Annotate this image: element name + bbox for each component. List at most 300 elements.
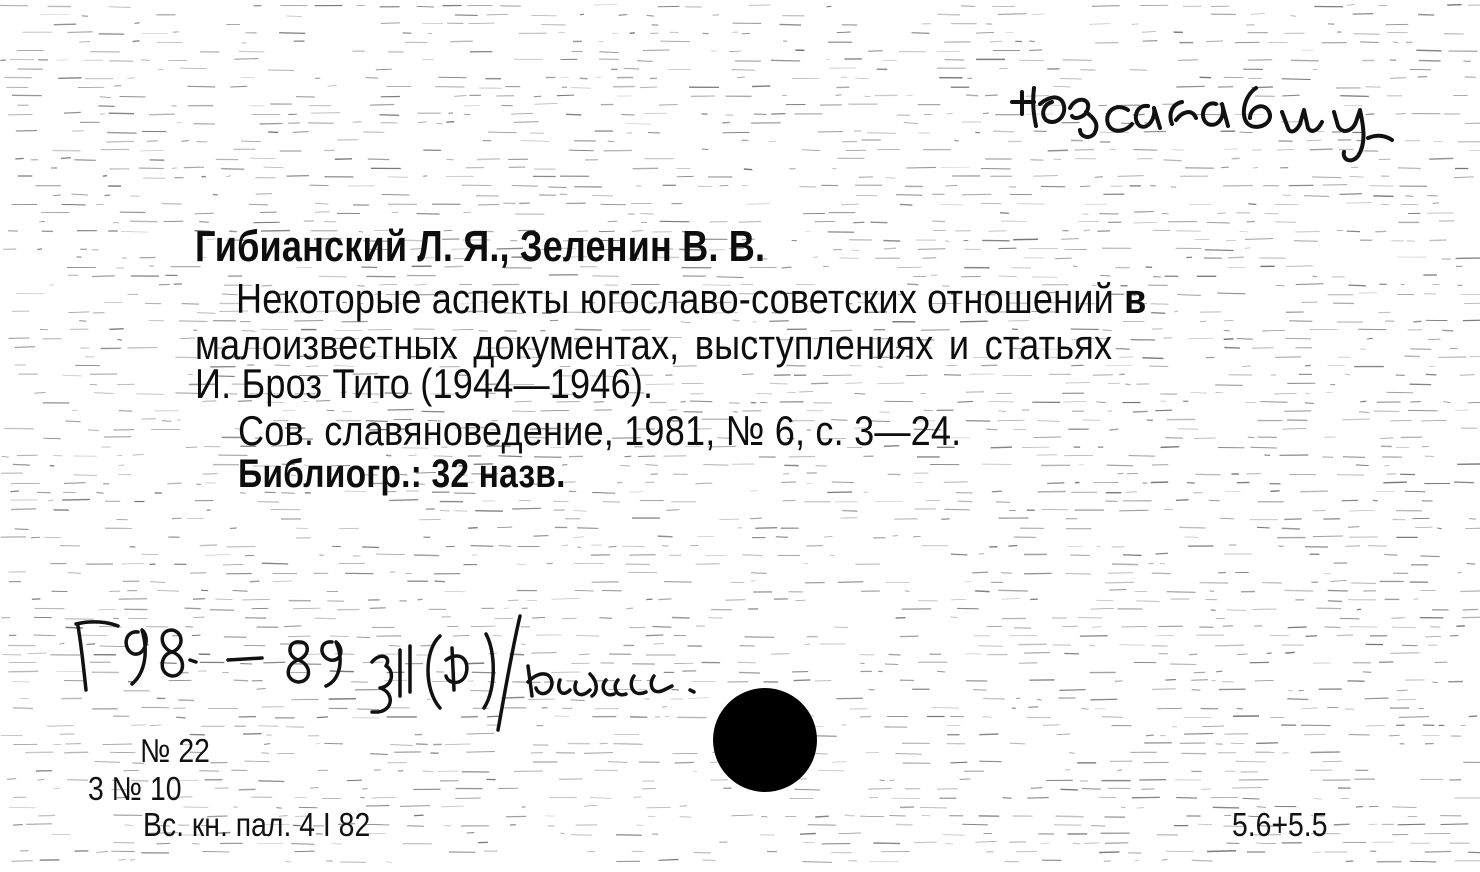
texture-stroke: [94, 393, 113, 394]
texture-stroke: [666, 510, 679, 511]
texture-stroke: [1356, 807, 1363, 808]
texture-stroke: [1260, 402, 1287, 403]
texture-stroke: [587, 851, 595, 852]
texture-stroke: [109, 7, 131, 8]
texture-stroke: [1142, 32, 1156, 33]
texture-stroke: [1311, 752, 1340, 753]
texture-stroke: [551, 672, 580, 673]
texture-stroke: [1430, 240, 1447, 241]
texture-stroke: [1221, 167, 1229, 168]
texture-stroke: [1195, 474, 1220, 475]
texture-stroke: [1343, 457, 1365, 458]
texture-stroke: [74, 160, 96, 161]
texture-stroke: [1123, 555, 1142, 556]
texture-stroke: [157, 591, 179, 592]
texture-stroke: [1224, 339, 1234, 340]
texture-stroke: [435, 87, 464, 88]
texture-stroke: [799, 391, 813, 392]
texture-stroke: [1207, 222, 1230, 223]
texture-stroke: [264, 744, 270, 745]
texture-stroke: [1454, 177, 1474, 178]
texture-stroke: [745, 637, 775, 638]
texture-stroke: [1116, 349, 1130, 350]
texture-stroke: [100, 97, 111, 98]
texture-stroke: [1458, 572, 1462, 573]
texture-stroke: [1322, 761, 1342, 762]
texture-stroke: [234, 680, 249, 681]
texture-stroke: [1429, 366, 1435, 367]
texture-stroke: [1184, 717, 1212, 718]
texture-stroke: [512, 508, 541, 509]
texture-stroke: [1125, 384, 1130, 385]
texture-stroke: [455, 15, 478, 16]
texture-stroke: [242, 43, 247, 44]
texture-stroke: [761, 816, 767, 817]
texture-stroke: [1162, 860, 1168, 861]
texture-stroke: [1349, 510, 1374, 511]
texture-stroke: [951, 617, 958, 618]
texture-stroke: [1224, 815, 1231, 816]
texture-stroke: [1227, 610, 1246, 611]
texture-stroke: [566, 114, 582, 115]
texture-stroke: [802, 150, 820, 151]
texture-stroke: [223, 565, 243, 566]
texture-stroke: [860, 663, 865, 664]
texture-stroke: [1176, 500, 1189, 501]
texture-stroke: [1205, 250, 1234, 251]
texture-stroke: [1425, 851, 1452, 852]
texture-stroke: [576, 635, 599, 636]
texture-stroke: [1033, 176, 1058, 177]
texture-stroke: [680, 806, 687, 807]
texture-stroke: [1295, 231, 1319, 232]
texture-stroke: [1053, 86, 1070, 87]
texture-stroke: [1406, 196, 1413, 197]
texture-stroke: [79, 42, 90, 43]
texture-stroke: [416, 744, 428, 745]
texture-stroke: [534, 96, 542, 97]
texture-stroke: [860, 816, 884, 817]
texture-stroke: [64, 112, 81, 113]
texture-stroke: [1267, 653, 1272, 654]
texture-stroke: [945, 60, 965, 61]
texture-stroke: [871, 222, 888, 223]
texture-stroke: [1443, 402, 1450, 403]
texture-stroke: [1312, 177, 1342, 178]
texture-stroke: [1467, 563, 1476, 564]
texture-stroke: [747, 204, 770, 205]
texture-stroke: [315, 203, 328, 204]
texture-stroke: [640, 87, 657, 88]
texture-stroke: [1331, 581, 1347, 582]
texture-stroke: [905, 591, 910, 592]
texture-stroke: [370, 608, 386, 609]
texture-stroke: [732, 815, 754, 816]
texture-stroke: [1345, 546, 1360, 547]
texture-stroke: [141, 707, 169, 708]
texture-stroke: [1089, 645, 1095, 646]
texture-stroke: [1337, 635, 1354, 636]
texture-stroke: [1337, 475, 1364, 476]
texture-stroke: [1031, 788, 1043, 789]
texture-stroke: [1285, 338, 1311, 339]
texture-stroke: [67, 780, 88, 781]
texture-stroke: [95, 762, 120, 763]
texture-stroke: [922, 815, 931, 816]
texture-stroke: [976, 32, 994, 33]
texture-stroke: [1313, 276, 1318, 277]
texture-stroke: [889, 654, 901, 655]
texture-stroke: [1151, 313, 1165, 314]
texture-stroke: [499, 546, 511, 547]
texture-stroke: [1223, 186, 1253, 187]
texture-stroke: [315, 744, 320, 745]
texture-stroke: [137, 394, 164, 395]
texture-stroke: [193, 617, 205, 618]
texture-stroke: [472, 672, 496, 673]
texture-stroke: [1220, 518, 1234, 519]
texture-stroke: [1289, 321, 1312, 322]
texture-stroke: [62, 375, 82, 376]
texture-stroke: [58, 78, 81, 79]
texture-stroke: [1109, 590, 1126, 591]
texture-stroke: [62, 499, 90, 500]
texture-stroke: [66, 627, 83, 628]
texture-stroke: [579, 654, 589, 655]
texture-stroke: [1460, 591, 1480, 592]
texture-stroke: [643, 50, 670, 51]
texture-stroke: [816, 754, 828, 755]
texture-stroke: [1152, 573, 1171, 574]
texture-stroke: [951, 599, 966, 600]
texture-stroke: [1048, 150, 1068, 151]
texture-stroke: [1082, 789, 1101, 790]
texture-stroke: [328, 86, 337, 87]
texture-stroke: [954, 140, 959, 141]
texture-stroke: [1284, 590, 1313, 591]
texture-stroke: [654, 644, 664, 645]
texture-stroke: [1302, 708, 1317, 709]
title-line-2: малоизвестных документах, выступлениях и статьях: [195, 321, 1113, 368]
texture-stroke: [382, 194, 410, 195]
texture-stroke: [1392, 627, 1416, 628]
texture-stroke: [1418, 15, 1434, 16]
texture-stroke: [119, 599, 147, 600]
texture-stroke: [760, 402, 767, 403]
texture-stroke: [1328, 590, 1348, 591]
texture-stroke: [13, 464, 30, 465]
texture-stroke: [1313, 536, 1343, 537]
texture-stroke: [1285, 652, 1294, 653]
texture-stroke: [818, 770, 845, 771]
texture-stroke: [475, 511, 503, 512]
texture-stroke: [795, 600, 805, 601]
texture-stroke: [662, 707, 667, 708]
texture-stroke: [998, 411, 1006, 412]
texture-stroke: [48, 500, 53, 501]
texture-stroke: [351, 682, 368, 683]
texture-stroke: [601, 204, 626, 205]
texture-stroke: [1080, 186, 1090, 187]
texture-stroke: [1468, 852, 1480, 853]
texture-stroke: [203, 474, 218, 475]
texture-stroke: [1437, 528, 1441, 529]
texture-stroke: [418, 599, 423, 600]
texture-stroke: [779, 24, 801, 25]
texture-stroke: [1059, 690, 1085, 691]
texture-stroke: [1463, 320, 1480, 321]
texture-stroke: [755, 528, 777, 529]
texture-stroke: [590, 798, 611, 799]
texture-stroke: [1090, 699, 1117, 700]
texture-stroke: [1410, 861, 1436, 862]
texture-stroke: [1201, 789, 1211, 790]
texture-stroke: [751, 581, 756, 582]
texture-stroke: [557, 95, 574, 96]
texture-stroke: [1064, 653, 1079, 654]
texture-stroke: [180, 68, 207, 69]
texture-stroke: [178, 700, 194, 701]
texture-stroke: [1393, 42, 1398, 43]
texture-stroke: [1284, 519, 1301, 520]
texture-stroke: [92, 276, 115, 277]
texture-stroke: [1019, 60, 1044, 61]
texture-stroke: [571, 88, 591, 89]
texture-stroke: [1078, 617, 1103, 618]
texture-stroke: [450, 41, 473, 42]
texture-stroke: [1305, 403, 1314, 404]
texture-stroke: [1026, 96, 1049, 97]
texture-stroke: [421, 645, 435, 646]
texture-stroke: [467, 663, 484, 664]
texture-stroke: [1216, 392, 1224, 393]
texture-stroke: [677, 176, 694, 177]
texture-stroke: [998, 590, 1028, 591]
texture-stroke: [742, 555, 762, 556]
texture-stroke: [1468, 402, 1480, 403]
texture-stroke: [1084, 230, 1090, 231]
texture-stroke: [569, 150, 594, 151]
texture-stroke: [250, 581, 260, 582]
texture-stroke: [1132, 797, 1160, 798]
texture-stroke: [370, 754, 388, 755]
texture-stroke: [1291, 16, 1296, 17]
texture-stroke: [2, 456, 9, 457]
texture-stroke: [122, 563, 144, 564]
texture-stroke: [1081, 709, 1089, 710]
texture-stroke: [1189, 654, 1197, 655]
texture-stroke: [1288, 627, 1307, 628]
texture-stroke: [1129, 456, 1155, 457]
texture-stroke: [128, 618, 147, 619]
texture-stroke: [577, 528, 598, 529]
texture-stroke: [940, 204, 963, 205]
texture-stroke: [64, 483, 86, 484]
texture-stroke: [1038, 421, 1061, 422]
texture-stroke: [1306, 140, 1321, 141]
texture-stroke: [487, 716, 501, 717]
texture-stroke: [1274, 393, 1297, 394]
texture-stroke: [99, 627, 122, 628]
texture-stroke: [339, 528, 359, 529]
texture-stroke: [731, 582, 745, 583]
texture-stroke: [652, 25, 659, 26]
texture-stroke: [1252, 87, 1274, 88]
texture-stroke: [167, 483, 181, 484]
texture-stroke: [308, 123, 334, 124]
texture-stroke: [317, 717, 328, 718]
texture-stroke: [789, 456, 815, 457]
texture-stroke: [1119, 645, 1145, 646]
texture-stroke: [258, 781, 284, 782]
texture-stroke: [1340, 96, 1369, 97]
texture-stroke: [1192, 690, 1201, 691]
texture-stroke: [417, 6, 435, 7]
texture-stroke: [1231, 743, 1245, 744]
texture-stroke: [455, 798, 481, 799]
texture-stroke: [608, 762, 628, 763]
texture-stroke: [193, 599, 205, 600]
texture-stroke: [1105, 843, 1129, 844]
texture-stroke: [330, 636, 349, 637]
texture-stroke: [532, 617, 545, 618]
texture-stroke: [1092, 6, 1120, 7]
texture-stroke: [1287, 420, 1308, 421]
texture-stroke: [109, 113, 134, 114]
texture-stroke: [744, 169, 753, 170]
texture-stroke: [205, 555, 230, 556]
texture-stroke: [906, 375, 928, 376]
texture-stroke: [696, 564, 720, 565]
texture-stroke: [11, 509, 36, 510]
texture-stroke: [131, 725, 146, 726]
texture-stroke: [284, 626, 302, 627]
texture-stroke: [816, 736, 837, 737]
texture-stroke: [1251, 14, 1265, 15]
texture-stroke: [291, 699, 319, 700]
texture-stroke: [672, 689, 679, 690]
texture-stroke: [752, 86, 770, 87]
texture-stroke: [210, 610, 234, 611]
texture-stroke: [445, 744, 471, 745]
texture-stroke: [1001, 573, 1012, 574]
texture-stroke: [1306, 636, 1318, 637]
texture-stroke: [149, 114, 175, 115]
texture-stroke: [514, 122, 539, 123]
texture-stroke: [1359, 412, 1369, 413]
texture-stroke: [958, 401, 974, 402]
texture-stroke: [162, 204, 182, 205]
texture-stroke: [824, 536, 833, 537]
texture-stroke: [1351, 583, 1376, 584]
texture-stroke: [1206, 41, 1223, 42]
texture-stroke: [1112, 564, 1138, 565]
texture-stroke: [105, 195, 111, 196]
texture-stroke: [1429, 158, 1453, 159]
texture-stroke: [162, 421, 171, 422]
texture-stroke: [738, 662, 756, 663]
texture-stroke: [1105, 582, 1134, 583]
texture-stroke: [1184, 734, 1213, 735]
texture-stroke: [233, 591, 248, 592]
texture-stroke: [1142, 358, 1163, 359]
texture-stroke: [418, 122, 427, 123]
texture-stroke: [640, 214, 653, 215]
texture-stroke: [580, 14, 584, 15]
texture-stroke: [1284, 411, 1311, 412]
texture-stroke: [502, 697, 525, 698]
texture-stroke: [1432, 682, 1437, 683]
texture-stroke: [362, 789, 368, 790]
texture-stroke: [468, 528, 478, 529]
texture-stroke: [279, 33, 305, 34]
texture-stroke: [453, 636, 470, 637]
texture-stroke: [1207, 851, 1236, 852]
texture-stroke: [962, 824, 988, 825]
texture-stroke: [795, 789, 821, 790]
texture-stroke: [386, 862, 392, 863]
texture-stroke: [1209, 500, 1220, 501]
texture-stroke: [985, 95, 998, 96]
texture-stroke: [187, 86, 215, 87]
texture-stroke: [620, 466, 630, 467]
texture-stroke: [1033, 437, 1060, 438]
texture-stroke: [1368, 546, 1387, 547]
texture-stroke: [815, 816, 829, 817]
texture-stroke: [1171, 187, 1176, 188]
texture-stroke: [1390, 653, 1419, 654]
texture-stroke: [979, 734, 998, 735]
texture-stroke: [54, 24, 76, 25]
texture-stroke: [1093, 375, 1113, 376]
texture-stroke: [59, 643, 64, 644]
texture-stroke: [859, 177, 873, 178]
texture-stroke: [262, 563, 288, 564]
texture-stroke: [1291, 60, 1319, 61]
texture-stroke: [11, 483, 40, 484]
texture-stroke: [1161, 447, 1180, 448]
texture-stroke: [509, 654, 524, 655]
texture-stroke: [1460, 375, 1475, 376]
texture-stroke: [1121, 627, 1147, 628]
texture-stroke: [776, 537, 788, 538]
texture-stroke: [109, 329, 123, 330]
texture-stroke: [1342, 500, 1358, 501]
texture-stroke: [407, 826, 424, 827]
texture-stroke: [975, 591, 990, 592]
texture-stroke: [182, 141, 189, 142]
texture-stroke: [286, 16, 301, 17]
texture-stroke: [1226, 240, 1236, 241]
texture-stroke: [472, 555, 477, 556]
texture-stroke: [1363, 672, 1371, 673]
texture-stroke: [497, 527, 512, 528]
texture-stroke: [1194, 438, 1216, 439]
texture-stroke: [633, 797, 641, 798]
texture-stroke: [832, 762, 847, 763]
texture-stroke: [215, 599, 232, 600]
texture-stroke: [802, 862, 832, 863]
texture-stroke: [1420, 556, 1439, 557]
author-line: Гибианский Л. Я., Зеленин В. В.: [195, 222, 766, 271]
texture-stroke: [368, 159, 390, 160]
texture-stroke: [414, 815, 424, 816]
texture-stroke: [855, 78, 869, 79]
texture-stroke: [1379, 662, 1394, 663]
texture-stroke: [842, 511, 857, 512]
texture-stroke: [1413, 321, 1421, 322]
texture-stroke: [324, 743, 343, 744]
